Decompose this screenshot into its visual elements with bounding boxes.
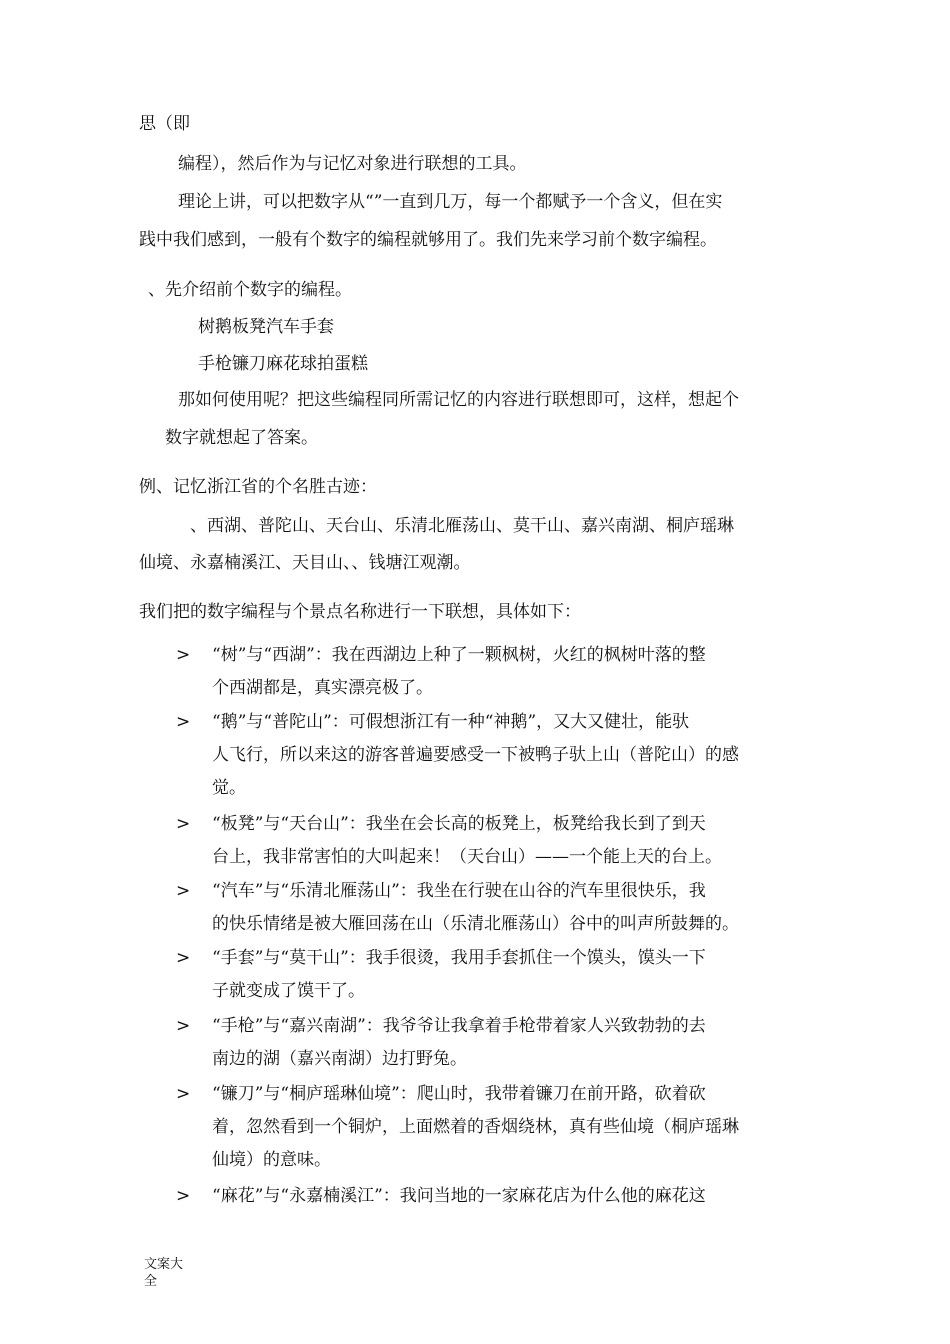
list-item-line: 仙境）的意味。 <box>212 1150 331 1170</box>
paragraph-line: 我们把的数字编程与个景点名称进行一下联想，具体如下： <box>139 602 581 622</box>
chevron-right-icon: > <box>176 1016 191 1036</box>
list-item-line: “手枪”与“嘉兴南湖”：我爷爷让我拿着手枪带着家人兴致勃勃的去 <box>212 1016 706 1036</box>
list-item-line: 南边的湖（嘉兴南湖）边打野兔。 <box>212 1049 467 1069</box>
paragraph-line: 、西湖、普陀山、天台山、乐清北雁荡山、莫干山、嘉兴南湖、桐庐瑶琳 <box>190 516 734 536</box>
chevron-right-icon: > <box>176 1186 191 1206</box>
chevron-right-icon: > <box>176 881 191 901</box>
list-item-line: “板凳”与“天台山”：我坐在会长高的板凳上，板凳给我长到了到天 <box>212 814 706 834</box>
section-heading: 、先介绍前个数字的编程。 <box>148 280 352 300</box>
paragraph-line: 数字就想起了答案。 <box>165 428 318 448</box>
chevron-right-icon: > <box>176 814 191 834</box>
list-item-line: “手套”与“莫干山”：我手很烫，我用手套抓住一个馍头，馍头一下 <box>212 948 706 968</box>
chevron-right-icon: > <box>176 712 191 732</box>
list-item-line: 台上，我非常害怕的大叫起来！（天台山）——一个能上天的台上。 <box>212 847 722 867</box>
footer-line: 文案大 <box>144 1257 184 1272</box>
example-heading: 例、记忆浙江省的个名胜古迹： <box>139 477 377 497</box>
page-footer <box>144 1256 183 1290</box>
number-codes-line: 手枪镰刀麻花球拍蛋糕 <box>198 354 368 374</box>
list-item-line: “镰刀”与“桐庐瑶琳仙境”：爬山时，我带着镰刀在前开路，砍着砍 <box>212 1084 706 1104</box>
paragraph-line: 编程），然后作为与记忆对象进行联想的工具。 <box>178 154 527 174</box>
list-item-line: 觉。 <box>212 778 246 798</box>
list-item-line: 着，忽然看到一个铜炉，上面燃着的香烟绕林，真有些仙境（桐庐瑶琳 <box>212 1117 739 1137</box>
paragraph-line: 那如何使用呢？把这些编程同所需记忆的内容进行联想即可，这样，想起个 <box>178 390 739 410</box>
paragraph-line: 仙境、永嘉楠溪江、天目山、、钱塘江观潮。 <box>139 553 471 573</box>
list-item-line: “麻花”与“永嘉楠溪江”：我问当地的一家麻花店为什么他的麻花这 <box>212 1186 706 1206</box>
list-item-line: “树”与“西湖”：我在西湖边上种了一颗枫树，火红的枫树叶落的整 <box>212 645 706 665</box>
list-item-line: “汽车”与“乐清北雁荡山”：我坐在行驶在山谷的汽车里很快乐，我 <box>212 881 706 901</box>
list-item-line: 个西湖都是，真实漂亮极了。 <box>212 678 433 698</box>
list-item-line: 的快乐情绪是被大雁回荡在山（乐清北雁荡山）谷中的叫声所鼓舞的。 <box>212 914 739 934</box>
list-item-line: 子就变成了馍干了。 <box>212 981 365 1001</box>
list-item-line: 人飞行，所以来这的游客普遍要感受一下被鸭子驮上山（普陀山）的感 <box>212 745 739 765</box>
paragraph-line: 理论上讲，可以把数字从“”一直到几万，每一个都赋予一个含义，但在实 <box>178 192 723 212</box>
number-codes-line: 树鹅板凳汽车手套 <box>198 317 334 337</box>
list-item-line: “鹅”与“普陀山”：可假想浙江有一种“神鹅”，又大又健壮，能驮 <box>212 712 690 732</box>
chevron-right-icon: > <box>176 1084 191 1104</box>
paragraph-fragment: 思（即 <box>139 114 190 134</box>
chevron-right-icon: > <box>176 645 191 665</box>
footer-line: 全 <box>144 1274 158 1289</box>
chevron-right-icon: > <box>176 948 191 968</box>
paragraph-line: 践中我们感到，一般有个数字的编程就够用了。我们先来学习前个数字编程。 <box>139 230 717 250</box>
